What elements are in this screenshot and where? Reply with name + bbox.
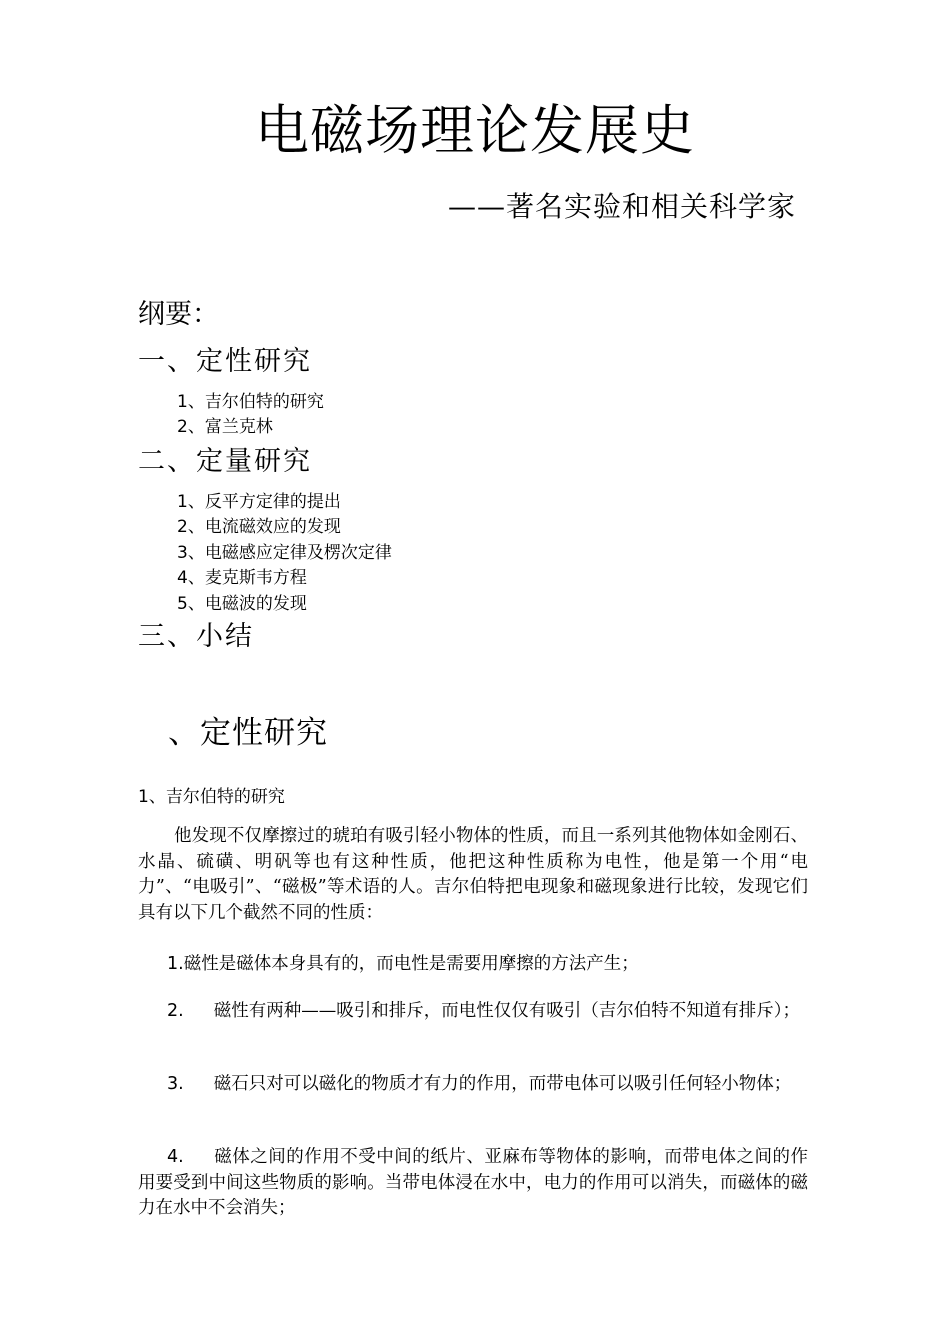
outline-item: 3、电磁感应定律及楞次定律: [177, 543, 392, 563]
outline-item: 4、麦克斯韦方程: [177, 568, 307, 588]
outline-item: 1、吉尔伯特的研究: [177, 392, 324, 412]
point-paragraph: 1.磁性是磁体本身具有的，而电性是需要用摩擦的方法产生；: [167, 954, 639, 974]
document-title: 电磁场理论发展史: [255, 99, 695, 162]
outline-section-heading: 二、定量研究: [138, 446, 312, 477]
outline-section-heading: 三、小结: [138, 621, 254, 652]
subsection-heading: 1、吉尔伯特的研究: [138, 787, 285, 807]
outline-item: 2、电流磁效应的发现: [177, 517, 341, 537]
outline-item: 1、反平方定律的提出: [177, 492, 341, 512]
outline-section-heading: 一、定性研究: [138, 346, 312, 377]
point-paragraph: 3. 磁石只对可以磁化的物质才有力的作用，而带电体可以吸引任何轻小物体；: [167, 1074, 792, 1094]
section-heading: 、定性研究: [168, 715, 328, 751]
intro-paragraph: 他发现不仅摩擦过的琥珀有吸引轻小物体的性质，而且一系列其他物体如金刚石、水晶、硫磺、明矾等也有这种性质，他把这种性质称为电性，他是第一个用“电力”、“电吸引”、“磁极”等术语的人。吉尔伯特把电现象和磁现象进行比较，发现它们具有以下几个截然不同的性质：: [138, 826, 808, 923]
document-subtitle: ——著名实验和相关科学家: [448, 190, 797, 223]
outline-label: 纲要：: [138, 299, 219, 330]
outline-item: 2、富兰克林: [177, 417, 273, 437]
outline-item: 5、电磁波的发现: [177, 594, 307, 614]
point-paragraph: 2. 磁性有两种——吸引和排斥，而电性仅仅有吸引（吉尔伯特不知道有排斥）；: [167, 1001, 800, 1021]
point-paragraph: 4. 磁体之间的作用不受中间的纸片、亚麻布等物体的影响，而带电体之间的作用要受到中间这些物质的影响。当带电体浸在水中，电力的作用可以消失，而磁体的磁力在水中不会消失；: [138, 1147, 808, 1218]
